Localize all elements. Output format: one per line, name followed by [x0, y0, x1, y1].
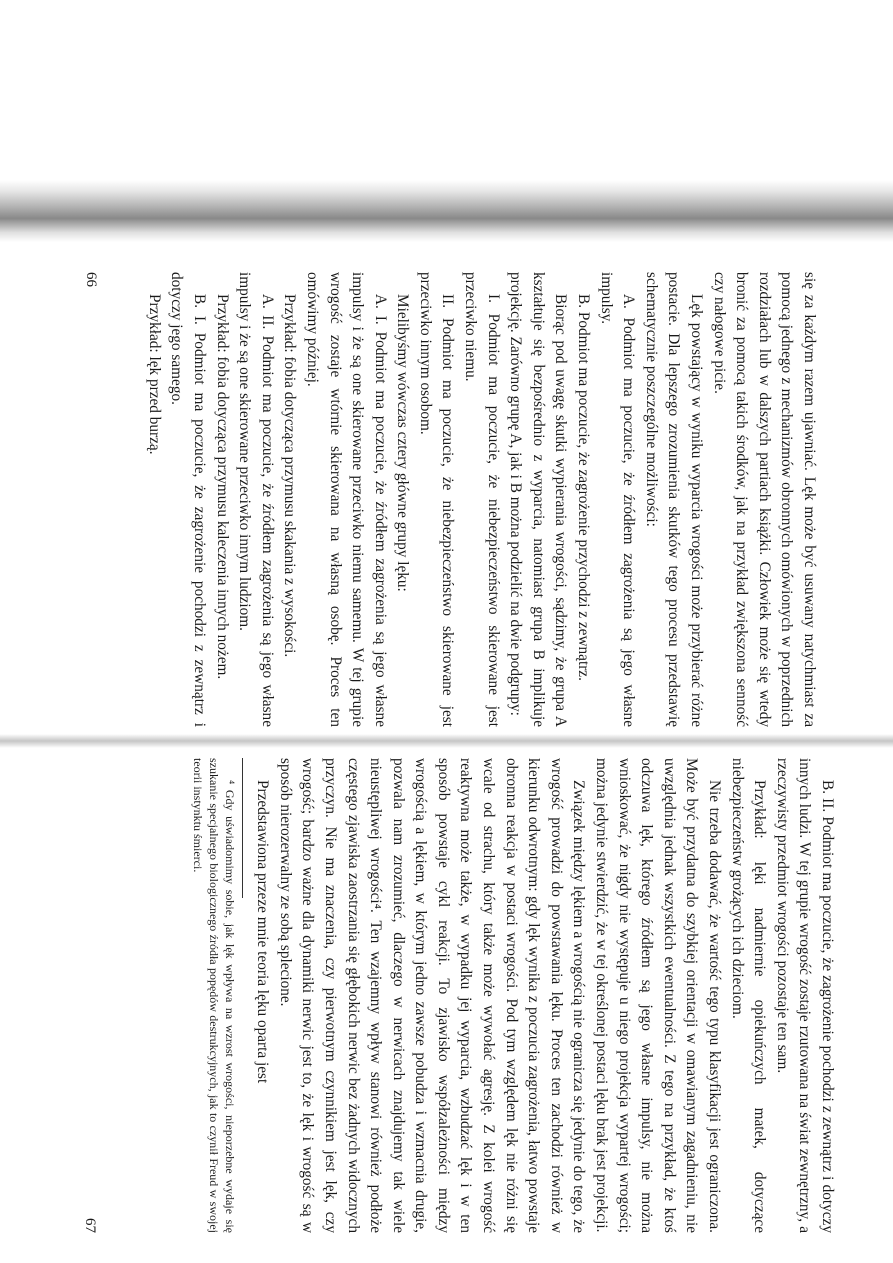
paragraph: Przykład: fobia dotycząca przymusu kaleczenia innych nożem. [213, 294, 231, 680]
page-67 [78, 758, 838, 1233]
paragraph: B. II. Podmiot ma poczucie, że zagrożenie pochodzi z zewnątrz i dotyczy innych ludzi. W tej grupie wrogość zostaje rzutowana na świat zewnętrzny, a rzeczywisty przedmiot wrogości pozostaje ten sam. [773, 758, 836, 1233]
paragraph: się za każdym razem ujawniać. Lęk może być usuwany natychmiast za pomocą jednego z mechanizmów obronnych omówionych w poprzednich rozdziałach lub w dalszych partiach książki. Człowiek może się wtedy bronić za pomocą takich środków, jak na przykład zwiększona senność czy nałogowe picie. [710, 272, 818, 727]
paragraph: Przykład: lęki nadmiernie opiekuńczych matek, dotyczące niebezpieczeństw grożących ich dzieciom. [728, 758, 769, 1233]
paragraph: Biorąc pod uwagę skutki wypierania wrogości, sądzimy, że grupa A kształtuje się bezpośrednio z wyparcia, natomiast grupa B implikuje projekcję. Zarówno grupę A, jak i B można podzielić na dwie podgrupy: [507, 272, 570, 727]
paragraph: A. I. Podmiot ma poczucie, że źródłem zagrożenia są jego własne impulsy i że są one skierowane przeciwko niemu samemu. W tej grupie wrogość zostaje wtórnie skierowana na własną osobę. Proces ten omówimy później. [303, 272, 389, 727]
paragraph: Mielibyśmy wówczas cztery główne grupy lęku: [394, 294, 412, 592]
paragraph: Przykład: fobia dotycząca przymusu skakania z wysokości. [281, 294, 299, 658]
paragraph: Nie trzeba dodawać, że wartość tego typu klasyfikacji jest ograniczona. Może być przydatna do szybkiej orientacji w omawianym zagadnieniu, nie uwzględnia jednak wszystkich ewentualności. Z tego na przykład, że ktoś odczuwa lęk, którego źródłem są jego własne impulsy, nie można wnioskować, że nigdy nie występuje u niego projekcja wypartej wrogości; można jedynie stwierdzić, że w tej określonej postaci lęku brak jest projekcji. [593, 758, 724, 1233]
paragraph: II. Podmiot ma poczucie, że niebezpieczeństwo skierowane jest przeciwko innym osobom. [416, 272, 457, 727]
page-66 [83, 272, 820, 727]
paragraph: B. I. Podmiot ma poczucie, że zagrożenie pochodzi z zewnątrz i dotyczy jego samego. [168, 272, 208, 727]
paragraph: A. Podmiot ma poczucie, że źródłem zagrożenia są jego własne impulsy. [597, 272, 638, 727]
paragraph: Przykład: lęk przed burzą. [145, 294, 163, 455]
paragraph: A. II. Podmiot ma poczucie, że źródłem zagrożenia są jego własne impulsy i że są one skierowane przeciwko innym ludziom. [236, 272, 276, 727]
binding-shadow [0, 180, 893, 242]
page-fold [0, 734, 893, 748]
page-number: 66 [83, 272, 99, 287]
paragraph: Przedstawiona przeze mnie teoria lęku oparta jest [254, 780, 272, 1084]
paragraph: B. Podmiot ma poczucie, że zagrożenie przychodzi z zewnątrz. [575, 294, 593, 681]
page-number: 67 [82, 1218, 98, 1233]
paragraph: Związek między lękiem a wrogością nie ogranicza się jedynie do tego, że wrogość prowadzi do powstawania lęku. Proces ten zachodzi również w kierunku odwrotnym: gdy lęk wynika z poczucia zagrożenia, łatwo powstaje obronna reakcja w postaci wrogości. Pod tym względem lęk nie różni się wcale od strachu, który także może wywołać agresję. Z kolei wrogość reaktywna może także, w wypadku jej wyparcia, wzbudzać lęk i w ten sposób powstaje cykl reakcji. To zjawisko współzależności między wrogością a lękiem, w którym jedno zawsze pobudza i wzmacnia drugie, pozwala nam zrozumieć, dlaczego w nerwicach znajdujemy tak wiele nieustępliwej wrogości⁴. Ten wzajemny wpływ stanowi również podłoże częstego zjawiska zaostrzania się głębokich nerwic bez żadnych widocznych przyczyn. Nie ma znaczenia, czy pierwotnym czynnikiem jest lęk, czy wrogość; bardzo ważne dla dynamiki nerwic jest to, że lęk i wrogość są w sposób nierozerwalny ze sobą splecione. [276, 758, 588, 1233]
paragraph: I. Podmiot ma poczucie, że niebezpieczeństwo skierowane jest przeciwko niemu. [462, 272, 502, 727]
footnote-divider [242, 758, 243, 898]
paragraph: Lęk powstający w wyniku wyparcia wrogości może przybierać różne postacie. Dla lepszego zrozumienia skutków tego procesu przedstawię schematycznie poszczególne możliwości: [642, 272, 706, 727]
footnote: ⁴ Gdy uświadomimy sobie, jak lęk wpływa na wzrost wrogości, nieporzebne wydaje się szukanie specjalnego biologicznego źródła popędów destrukcyjnych, jak to czynił Freud w swojej teorii instynktu śmierci. [190, 758, 237, 1233]
